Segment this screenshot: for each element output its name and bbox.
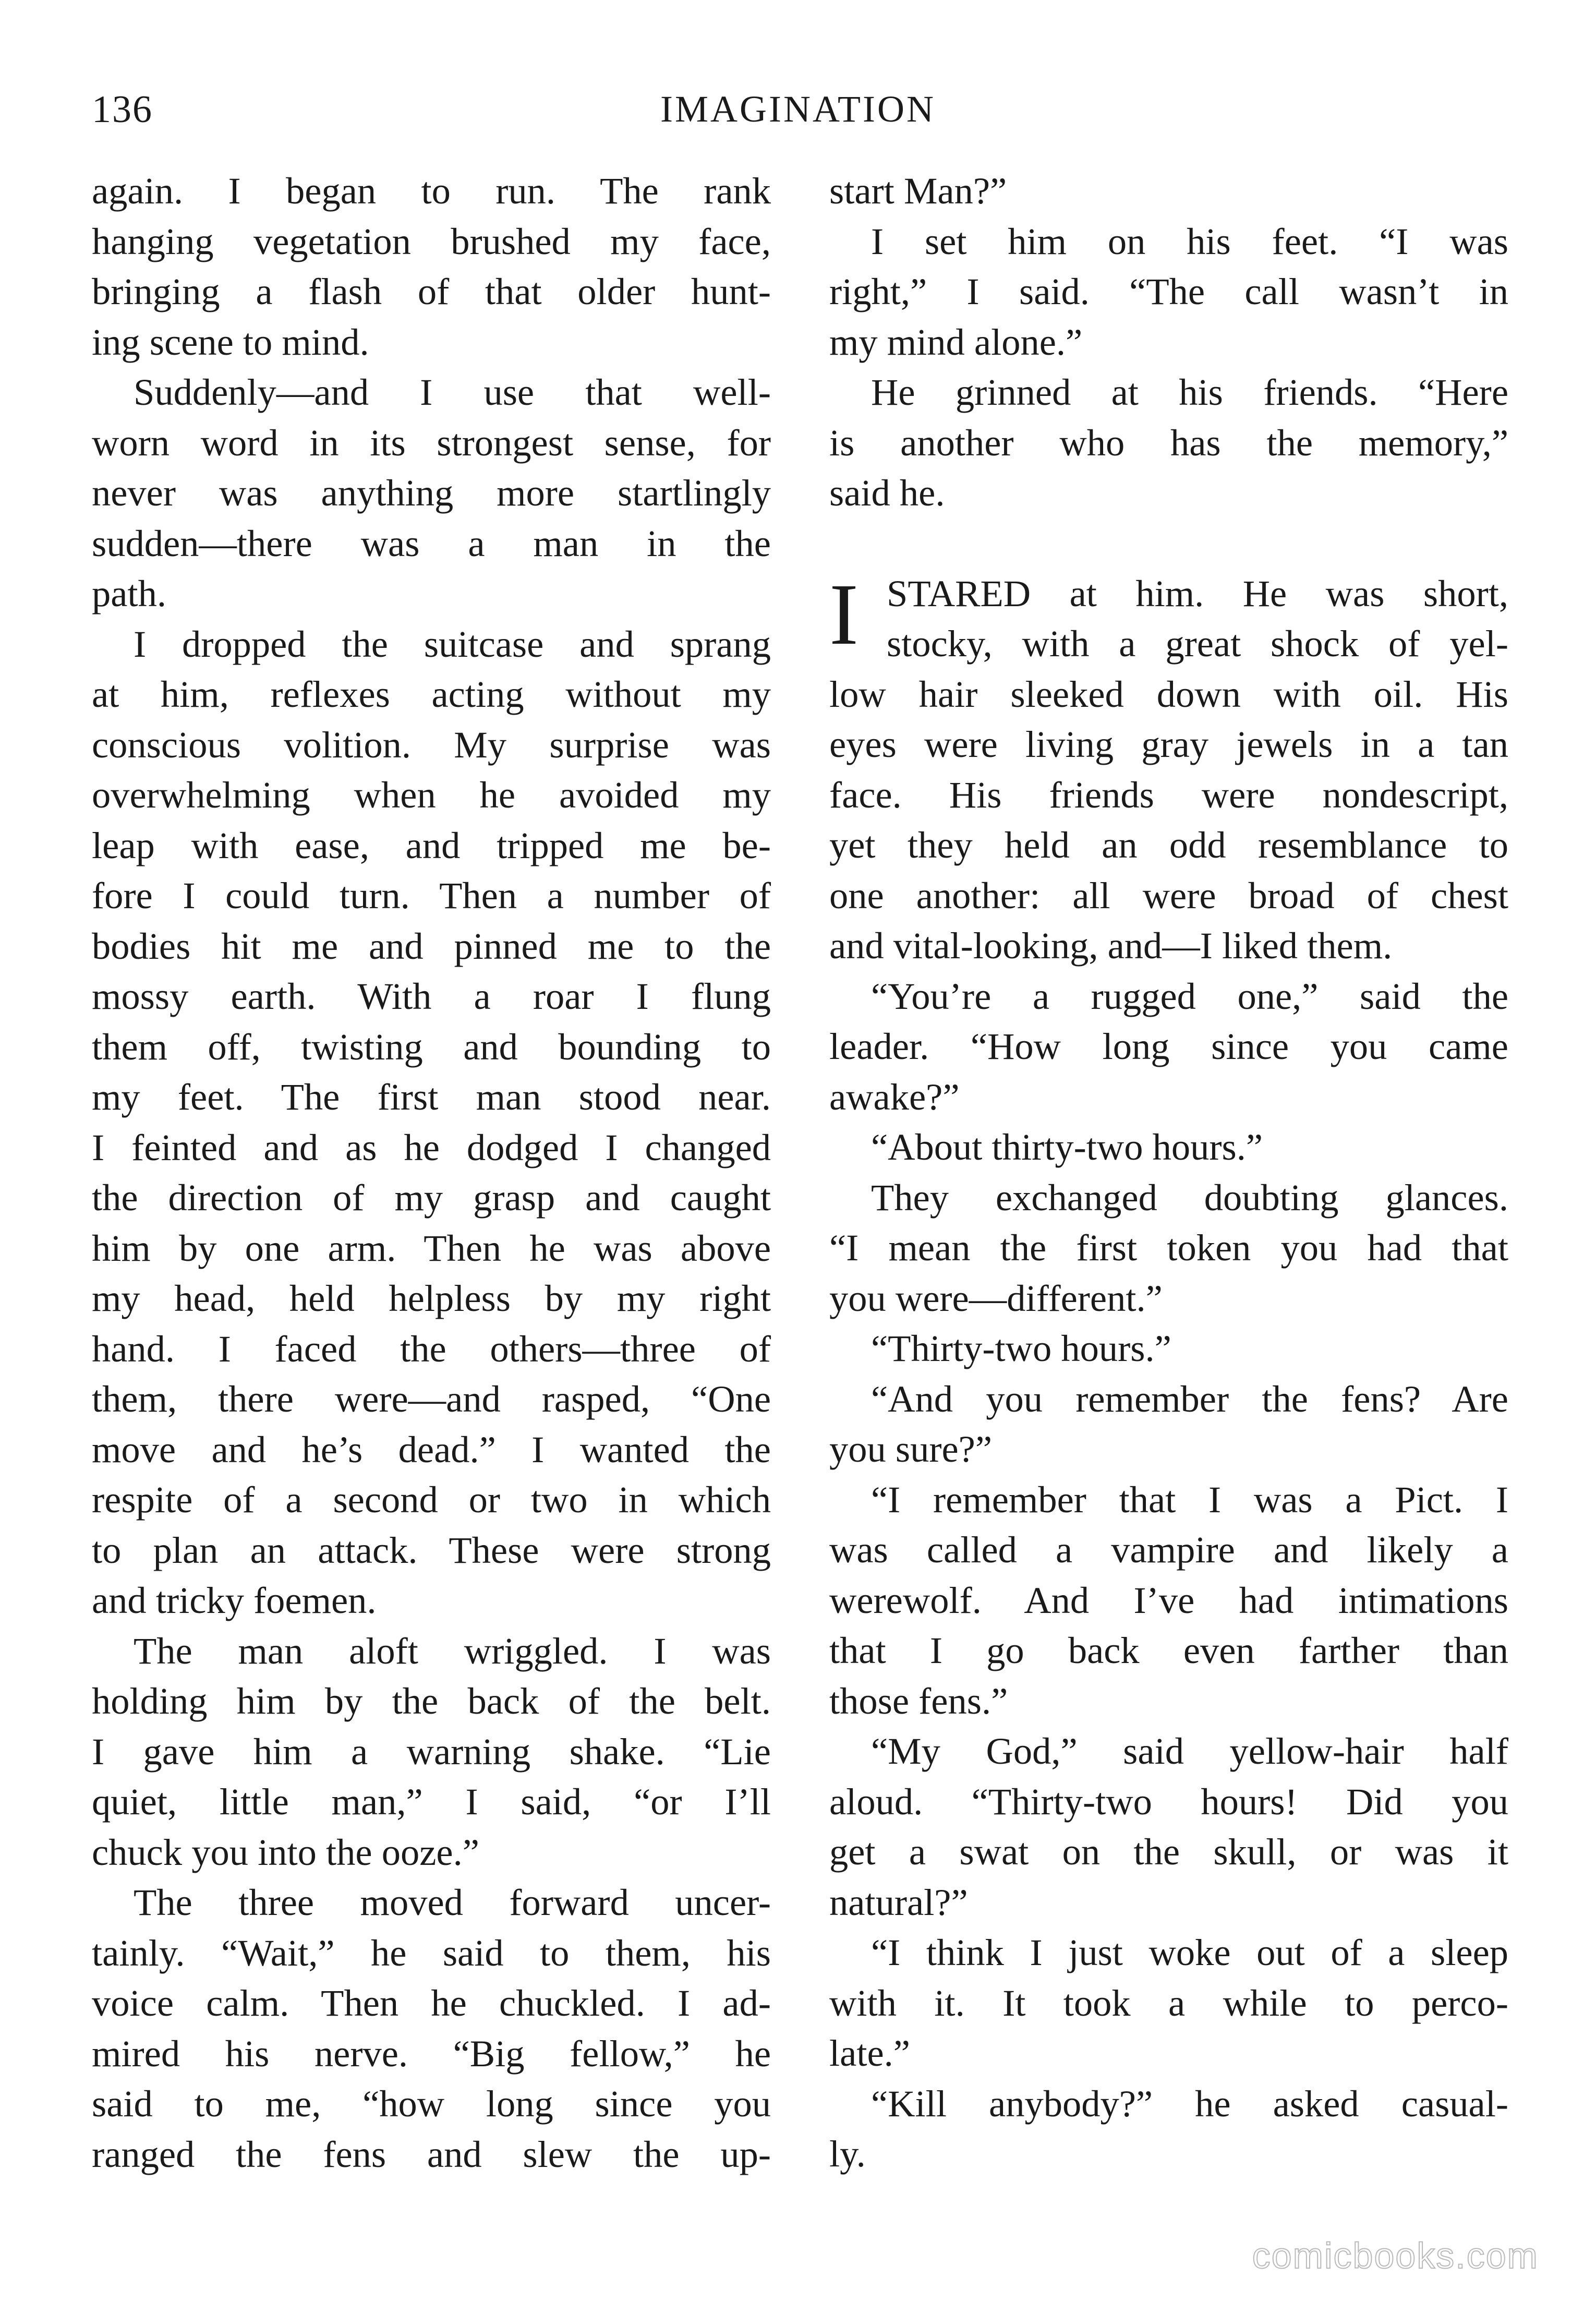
- text-line: yet they held an odd resemblance to: [829, 824, 1508, 866]
- text-line: him by one arm. Then he was above: [92, 1226, 771, 1269]
- text-line: move and he’s dead.” I wanted the: [92, 1428, 771, 1471]
- text-line: was called a vampire and likely a: [829, 1528, 1508, 1571]
- text-line: quiet, little man,” I said, “or I’ll: [92, 1780, 771, 1823]
- text-line: bodies hit me and pinned me to the: [92, 924, 771, 967]
- text-line: “About thirty-two hours.”: [871, 1126, 1263, 1168]
- text-line: with it. It took a while to perco-: [829, 1981, 1508, 2024]
- text-line: never was anything more startlingly: [92, 472, 771, 514]
- text-line: I dropped the suitcase and sprang: [134, 622, 771, 665]
- text-line: the direction of my grasp and caught: [92, 1176, 771, 1219]
- text-line: I set him on his feet. “I was: [871, 220, 1508, 262]
- text-line: respite of a second or two in which: [92, 1478, 771, 1521]
- text-line: “And you remember the fens? Are: [871, 1377, 1508, 1420]
- text-line: “I mean the first token you had that: [829, 1226, 1508, 1269]
- text-line: that I go back even farther than: [829, 1629, 1508, 1671]
- page-number: 136: [92, 88, 153, 131]
- text-line: you sure?”: [829, 1428, 993, 1470]
- text-line-content: STARED at him. He was short,: [887, 572, 1508, 615]
- text-line: is another who has the memory,”: [829, 421, 1508, 464]
- text-line: leader. “How long since you came: [829, 1025, 1508, 1067]
- text-line: fore I could turn. Then a number of: [92, 874, 771, 917]
- text-line: aloud. “Thirty-two hours! Did you: [829, 1780, 1508, 1823]
- watermark: comicbooks.com: [1252, 2235, 1539, 2276]
- text-line: start Man?”: [829, 170, 1007, 212]
- text-line: “You’re a rugged one,” said the: [871, 974, 1508, 1017]
- text-line: said he.: [829, 472, 945, 514]
- text-line: sudden—there was a man in the: [92, 522, 771, 564]
- drop-cap: I: [829, 565, 859, 663]
- text-line: He grinned at his friends. “Here: [871, 371, 1508, 413]
- left-text-column: [92, 166, 771, 2179]
- text-line: ing scene to mind.: [92, 320, 369, 363]
- text-line: those fens.”: [829, 1679, 1008, 1722]
- text-line: eyes were living gray jewels in a tan: [829, 723, 1508, 765]
- text-line: at him, reflexes acting without my: [92, 673, 771, 715]
- section-break: [829, 519, 1508, 569]
- right-text-column: [829, 166, 1508, 2179]
- text-line: “My God,” said yellow-hair half: [871, 1730, 1508, 1772]
- text-line: The man aloft wriggled. I was: [134, 1629, 771, 1672]
- text-line: chuck you into the ooze.”: [92, 1830, 479, 1873]
- text-line: and vital-looking, and—I liked them.: [829, 924, 1393, 967]
- text-line: get a swat on the skull, or was it: [829, 1830, 1508, 1873]
- text-line: mossy earth. With a roar I flung: [92, 975, 771, 1017]
- text-line: “I think I just woke out of a sleep: [871, 1931, 1508, 1973]
- text-line: I feinted and as he dodged I changed: [92, 1126, 771, 1168]
- text-line: holding him by the back of the belt.: [92, 1680, 771, 1722]
- text-line: tainly. “Wait,” he said to them, his: [92, 1931, 771, 1974]
- text-line: ranged the fens and slew the up-: [92, 2133, 771, 2175]
- running-title: IMAGINATION: [660, 88, 936, 130]
- text-line: The three moved forward uncer-: [134, 1881, 771, 1923]
- text-line: my head, held helpless by my right: [92, 1277, 771, 1319]
- text-line: right,” I said. “The call wasn’t in: [829, 270, 1508, 312]
- text-line: late.”: [829, 2032, 910, 2074]
- text-line: werewolf. And I’ve had intimations: [829, 1579, 1508, 1621]
- text-line: worn word in its strongest sense, for: [92, 421, 771, 464]
- text-line: ly.: [829, 2133, 866, 2175]
- text-line: conscious volition. My surprise was: [92, 723, 771, 766]
- text-line: said to me, “how long since you: [92, 2082, 771, 2125]
- text-line: one another: all were broad of chest: [829, 874, 1508, 917]
- text-line: “Kill anybody?” he asked casual-: [871, 2082, 1508, 2125]
- text-line: overwhelming when he avoided my: [92, 774, 771, 816]
- text-line: voice calm. Then he chuckled. I ad-: [92, 1982, 771, 2024]
- text-line: “Thirty-two hours.”: [871, 1327, 1171, 1369]
- text-line: bringing a flash of that older hunt-: [92, 270, 771, 312]
- text-line: path.: [92, 572, 166, 615]
- text-line: I gave him a warning shake. “Lie: [92, 1730, 771, 1773]
- text-line: leap with ease, and tripped me be-: [92, 824, 771, 866]
- text-line: low hair sleeked down with oil. His: [829, 672, 1508, 715]
- text-line: hanging vegetation brushed my face,: [92, 220, 771, 262]
- text-line: them off, twisting and bounding to: [92, 1025, 771, 1068]
- text-line: Suddenly—and I use that well-: [134, 371, 771, 413]
- text-line: They exchanged doubting glances.: [871, 1176, 1508, 1219]
- text-line: “I remember that I was a Pict. I: [871, 1478, 1508, 1521]
- page-header: [92, 88, 1504, 145]
- text-line: face. His friends were nondescript,: [829, 773, 1508, 816]
- text-line: you were—different.”: [829, 1276, 1163, 1319]
- text-line: natural?”: [829, 1881, 968, 1923]
- text-line: mired his nerve. “Big fellow,” he: [92, 2032, 771, 2075]
- text-line: to plan an attack. These were strong: [92, 1528, 771, 1571]
- text-line: my feet. The first man stood near.: [92, 1076, 771, 1118]
- text-line: awake?”: [829, 1075, 960, 1118]
- text-line: stocky, with a great shock of yel-: [887, 622, 1508, 665]
- text-line: them, there were—and rasped, “One: [92, 1378, 771, 1420]
- text-line: hand. I faced the others—three of: [92, 1327, 771, 1370]
- text-line: and tricky foemen.: [92, 1579, 377, 1621]
- text-line: my mind alone.”: [829, 320, 1083, 363]
- text-line: again. I began to run. The rank: [92, 170, 771, 212]
